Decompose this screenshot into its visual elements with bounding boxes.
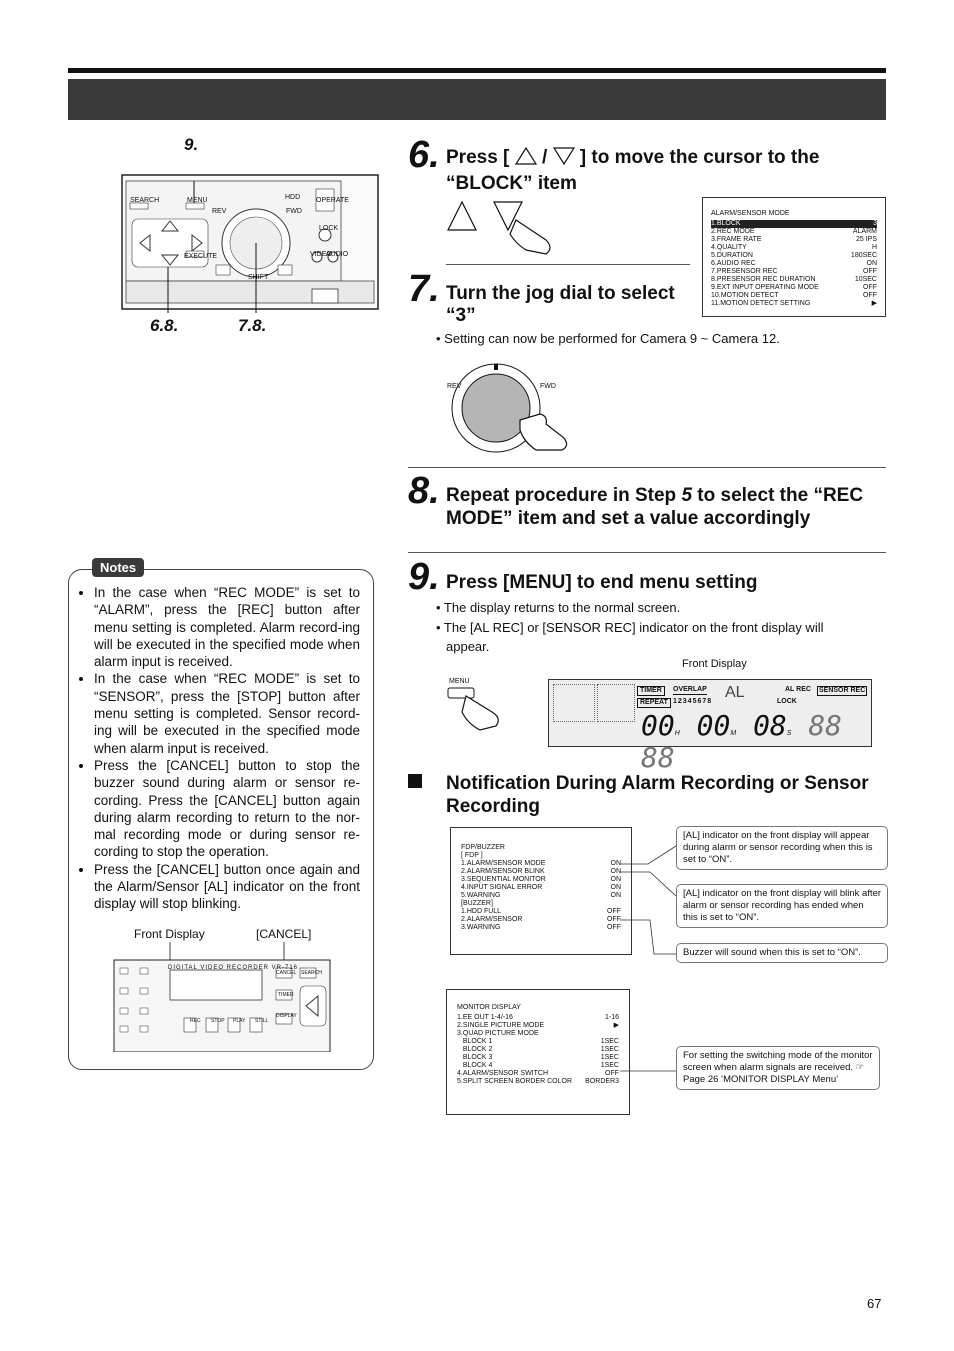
alarm-sensor-menu-screen bbox=[702, 197, 886, 317]
monitor-display-menu-screen bbox=[446, 989, 630, 1115]
menu-row-label: 5.SPLIT SCREEN BORDER COLOR bbox=[457, 1078, 573, 1085]
step7-bullet: • Setting can now be performed for Camera 9 ~ Camera 12. bbox=[436, 331, 780, 346]
step8-number: 8. bbox=[408, 470, 440, 512]
menu-row bbox=[457, 1062, 619, 1070]
figure-label-78: 7.8. bbox=[238, 316, 267, 335]
timer-indicator: TIMER bbox=[637, 686, 665, 696]
menu-row-label: 2.ALARM/SENSOR BLINK bbox=[461, 868, 545, 875]
menu-row-label: 3.QUAD PICTURE MODE bbox=[457, 1030, 539, 1037]
fdp-section2: [BUZZER] bbox=[461, 900, 493, 907]
lock-label: LOCK bbox=[319, 225, 339, 232]
s-unit: S bbox=[786, 730, 792, 737]
dial-rev-label: REV bbox=[447, 383, 462, 390]
menu-row-value: ON bbox=[610, 884, 621, 891]
menu-row-label: 1.ALARM/SENSOR MODE bbox=[461, 860, 546, 867]
menu-row-label: 1.BLOCK bbox=[711, 220, 741, 227]
figure-label-9: 9. bbox=[184, 135, 199, 154]
menu-row-value: OFF bbox=[607, 924, 621, 931]
menu-row bbox=[711, 292, 877, 300]
menu-row-value: 1SEC bbox=[600, 1062, 619, 1069]
monitor-callout-connector bbox=[620, 1066, 680, 1076]
menu-row-value: ALARM bbox=[852, 228, 877, 235]
monitor-title: MONITOR DISPLAY bbox=[457, 1004, 521, 1011]
notes-device-btn-stop: STOP bbox=[211, 1018, 225, 1024]
menu-row bbox=[461, 868, 621, 876]
step6-title-pre: Press [ bbox=[446, 147, 510, 168]
menu-row bbox=[461, 892, 621, 900]
step6-title-mid: / bbox=[541, 147, 548, 168]
menu-row-value: OFF bbox=[605, 1070, 619, 1077]
notes-device-btn-cancel: CANCEL bbox=[276, 970, 297, 976]
fdp-title: FDP/BUZZER bbox=[461, 844, 505, 851]
arrow-buttons-hand-icon bbox=[446, 200, 566, 255]
step7-title-line2: “3” bbox=[446, 305, 476, 326]
menu-row-value: ▶ bbox=[613, 1022, 619, 1029]
menu-row bbox=[711, 300, 877, 308]
menu-row bbox=[457, 1054, 619, 1062]
btn-menu-label: MENU bbox=[187, 197, 208, 204]
device-panel-drawing bbox=[120, 173, 380, 313]
menu-row bbox=[711, 236, 877, 244]
execute-label: EXECUTE bbox=[184, 253, 218, 260]
step7-number: 7. bbox=[408, 268, 440, 310]
menu-row-label: 4.QUALITY bbox=[711, 244, 747, 251]
notes-device-btn-display: DISPLAY bbox=[276, 1013, 297, 1019]
menu-row-value: ON bbox=[610, 868, 621, 875]
menu-row bbox=[711, 228, 877, 236]
menu-row bbox=[711, 260, 877, 268]
menu-row bbox=[457, 1014, 619, 1022]
notes-device-btn-play: PLAY bbox=[233, 1018, 246, 1024]
m-unit: M bbox=[730, 730, 737, 737]
menu-row bbox=[461, 924, 621, 932]
note-item: • Press the [CANCEL] button to stop the buzzer sound during alarm or sensor re-cording. Press the [CANCEL] button again during alarm recording to return to the nor-mal recording mode or during sensor re-cording to stop the operation. bbox=[94, 757, 360, 861]
menu-row-label: 3.WARNING bbox=[461, 924, 501, 931]
menu-row-value: OFF bbox=[863, 268, 877, 275]
up-arrow-icon bbox=[515, 147, 537, 165]
menu-row-value: OFF bbox=[607, 916, 621, 923]
step8-line1a: Repeat procedure in Step bbox=[446, 485, 682, 506]
step9-number: 9. bbox=[408, 556, 440, 598]
menu-row bbox=[711, 244, 877, 252]
menu-row-label: 11.MOTION DETECT SETTING bbox=[711, 300, 811, 307]
menu-row-value: OFF bbox=[607, 908, 621, 915]
note-item: • In the case when “REC MODE” is set to “SENSOR”, press the [STOP] button after menu setting is completed. Sensor record-ing will be executed in the specified mode when alarm input is received. bbox=[94, 670, 360, 756]
menu-row-value: 10SEC bbox=[854, 276, 877, 283]
step6-number: 6. bbox=[408, 134, 440, 176]
alarm-menu-title: ALARM/SENSOR MODE bbox=[711, 210, 790, 217]
menu-row bbox=[457, 1046, 619, 1054]
fwd-label: FWD bbox=[286, 208, 302, 215]
menu-row-value: 1-16 bbox=[604, 1014, 619, 1021]
notification-title-line2: Recording bbox=[446, 796, 540, 817]
menu-row-value: H bbox=[871, 244, 877, 251]
menu-row-label: BLOCK 2 bbox=[457, 1046, 493, 1053]
menu-row-label: 5.WARNING bbox=[461, 892, 501, 899]
step8-line2: MODE” item and set a value accordingly bbox=[446, 508, 811, 529]
menu-row bbox=[461, 908, 621, 916]
menu-row-label: 5.DURATION bbox=[711, 252, 753, 259]
menu-row bbox=[461, 876, 621, 884]
menu-row-value: 25 IPS bbox=[855, 236, 877, 243]
notes-content bbox=[78, 584, 360, 913]
step7-title: Turn the jog dial to select bbox=[446, 283, 675, 304]
jog-dial-hand-icon bbox=[450, 360, 580, 460]
front-display-panel bbox=[548, 679, 872, 774]
digits-indicator: 12345678 bbox=[673, 698, 713, 705]
note-item: • In the case when “REC MODE” is set to “ALARM”, press the [REC] button after menu setting is completed. Alarm record-ing will be executed in the specified mode when alarm input is received. bbox=[94, 584, 360, 670]
step8-line1b: 5 bbox=[681, 485, 693, 506]
menu-row-label: BLOCK 1 bbox=[457, 1038, 493, 1045]
menu-row-label: 4.ALARM/SENSOR SWITCH bbox=[457, 1070, 549, 1077]
display-dotmatrix-1 bbox=[553, 684, 595, 722]
notes-list bbox=[78, 584, 360, 913]
notes-device-btn-timer: TIMER bbox=[278, 992, 294, 998]
menu-row-value: ON bbox=[610, 860, 621, 867]
menu-row-label: 2.SINGLE PICTURE MODE bbox=[457, 1022, 545, 1029]
menu-row-value: OFF bbox=[863, 292, 877, 299]
notes-device-btn-still: STILL bbox=[255, 1018, 269, 1024]
repeat-indicator: REPEAT bbox=[637, 698, 671, 708]
figure-label-68: 6.8. bbox=[150, 316, 179, 335]
menu-row-value: 1SEC bbox=[600, 1054, 619, 1061]
menu-row-value: 1SEC bbox=[600, 1046, 619, 1053]
notes-device-drawing bbox=[110, 940, 332, 1052]
step9-bullet1: • The display returns to the normal screen. bbox=[436, 600, 681, 615]
step6-title-line2: “BLOCK” item bbox=[446, 173, 577, 194]
monitor-rows bbox=[457, 1014, 619, 1086]
menu-row-value: ON bbox=[610, 892, 621, 899]
menu-row bbox=[457, 1078, 619, 1086]
notification-title-line1: Notification During Alarm Recording or Sensor bbox=[446, 773, 869, 794]
menu-button-hand-icon bbox=[446, 684, 536, 736]
note-item: • Press the [CANCEL] button once again and the Alarm/Sensor [AL] indicator on the front display will stop blinking. bbox=[94, 861, 360, 913]
step8-line1c: to select the “REC bbox=[692, 485, 864, 506]
video-label: VIDEO bbox=[310, 251, 332, 258]
notes-fig-cancel-label: [CANCEL] bbox=[256, 927, 312, 941]
menu-row-label: 4.INPUT SIGNAL ERROR bbox=[461, 884, 543, 891]
time-seconds: 08 bbox=[753, 709, 787, 742]
device-figure bbox=[120, 133, 380, 333]
menu-row-value: 1SEC bbox=[600, 1038, 619, 1045]
display-dotmatrix-2 bbox=[597, 684, 635, 722]
callout-al-blink: [AL] indicator on the front display will blink after alarm or sensor recording has ended when this is set to “ON”. bbox=[676, 884, 888, 928]
menu-button-label: MENU bbox=[449, 678, 470, 685]
page-number: 67 bbox=[867, 1296, 882, 1311]
fdp-rows-2 bbox=[461, 908, 621, 932]
menu-row-value: ▶ bbox=[871, 300, 877, 307]
fdp-section1: [ FDP ] bbox=[461, 852, 483, 859]
sensor-rec-indicator: SENSOR REC bbox=[819, 687, 866, 694]
lock-indicator: LOCK bbox=[777, 698, 797, 705]
step6-title bbox=[446, 146, 886, 169]
down-arrow-icon bbox=[553, 147, 575, 165]
menu-row bbox=[711, 252, 877, 260]
menu-row bbox=[711, 220, 877, 228]
step6-divider bbox=[446, 264, 690, 265]
menu-row-label: 7.PRESENSOR REC bbox=[711, 268, 778, 275]
time-display bbox=[641, 710, 871, 774]
menu-row bbox=[457, 1070, 619, 1078]
header-band bbox=[68, 79, 886, 120]
hdd-label: HDD bbox=[285, 194, 301, 201]
notes-device-btn-rec: REC bbox=[190, 1018, 201, 1024]
notes-device-model-label: DIGITAL VIDEO RECORDER VR-716 bbox=[168, 965, 299, 971]
time-minutes: 00 bbox=[696, 709, 731, 742]
audio-label: AUDIO bbox=[326, 251, 349, 258]
menu-row bbox=[457, 1038, 619, 1046]
menu-row-value: 180SEC bbox=[850, 252, 877, 259]
overlap-indicator: OVERLAP bbox=[673, 686, 707, 693]
menu-row-label: 1.EE OUT 1-4/-16 bbox=[457, 1014, 513, 1021]
h-unit: H bbox=[674, 730, 680, 737]
menu-row-value: 3 bbox=[873, 220, 877, 227]
menu-row bbox=[711, 284, 877, 292]
al-indicator: AL bbox=[725, 684, 745, 701]
notes-fig-front-display-label: Front Display bbox=[134, 927, 205, 941]
fdp-rows-1 bbox=[461, 860, 621, 900]
callout-monitor: For setting the switching mode of the monitor screen when alarm signals are received. ☞ Page 26 ‘MONITOR DISPLAY Menu’ bbox=[676, 1046, 880, 1090]
step9-bullet2b: appear. bbox=[446, 639, 490, 654]
step6-title-post: ] to move the cursor to the bbox=[579, 147, 820, 168]
step9-bullet2: • The [AL REC] or [SENSOR REC] indicator on the front display will bbox=[436, 620, 824, 635]
al-rec-indicator: AL REC bbox=[785, 686, 811, 693]
step8-divider bbox=[408, 552, 886, 553]
callout-buzzer: Buzzer will sound when this is set to “ON”. bbox=[676, 943, 888, 963]
menu-row bbox=[711, 268, 877, 276]
menu-row bbox=[457, 1030, 619, 1038]
time-tail1: 88 bbox=[808, 709, 843, 742]
menu-row-label: 3.FRAME RATE bbox=[711, 236, 762, 243]
time-hours: 00 bbox=[641, 709, 675, 742]
time-tail2: 88 bbox=[641, 741, 675, 774]
menu-row-label: BLOCK 4 bbox=[457, 1062, 493, 1069]
menu-row-value: BORDER3 bbox=[585, 1078, 619, 1085]
shift-label: SHIFT bbox=[248, 274, 269, 281]
menu-row-label: 8.PRESENSOR REC DURATION bbox=[711, 276, 816, 283]
menu-row bbox=[457, 1022, 619, 1030]
notes-heading: Notes bbox=[92, 558, 144, 577]
menu-row-label: 2.ALARM/SENSOR bbox=[461, 916, 523, 923]
callout-connectors bbox=[620, 840, 680, 960]
step7-divider bbox=[408, 467, 886, 468]
fdp-buzzer-menu-screen bbox=[450, 827, 632, 955]
dial-fwd-label: FWD bbox=[540, 383, 556, 390]
step8-line1 bbox=[446, 484, 863, 507]
menu-row bbox=[461, 860, 621, 868]
rev-label: REV bbox=[212, 208, 227, 215]
alarm-menu-rows bbox=[711, 220, 877, 308]
menu-row-value: OFF bbox=[863, 284, 877, 291]
btn-search-label: SEARCH bbox=[130, 197, 160, 204]
operate-label: OPERATE bbox=[316, 197, 349, 204]
header-rule bbox=[68, 68, 886, 73]
menu-row-label: 9.EXT INPUT OPERATING MODE bbox=[711, 284, 819, 291]
menu-row-value: ON bbox=[866, 260, 877, 267]
menu-row-label: BLOCK 3 bbox=[457, 1054, 493, 1061]
callout-al-appear: [AL] indicator on the front display will appear during alarm or sensor recording when this is set to “ON”. bbox=[676, 826, 888, 870]
menu-row bbox=[461, 916, 621, 924]
menu-row bbox=[711, 276, 877, 284]
menu-row-label: 6.AUDIO REC bbox=[711, 260, 756, 267]
step9-title: Press [MENU] to end menu setting bbox=[446, 572, 758, 593]
menu-row-label: 3.SEQUENTIAL MONITOR bbox=[461, 876, 546, 883]
menu-row bbox=[461, 884, 621, 892]
front-display-label: Front Display bbox=[682, 658, 747, 670]
section-square-icon bbox=[408, 774, 422, 788]
menu-row-value: ON bbox=[610, 876, 621, 883]
menu-row-label: 1.HDD FULL bbox=[461, 908, 502, 915]
notes-device-btn-search: SEARCH bbox=[301, 970, 322, 976]
menu-row-label: 10.MOTION DETECT bbox=[711, 292, 779, 299]
menu-row-label: 2.REC MODE bbox=[711, 228, 755, 235]
